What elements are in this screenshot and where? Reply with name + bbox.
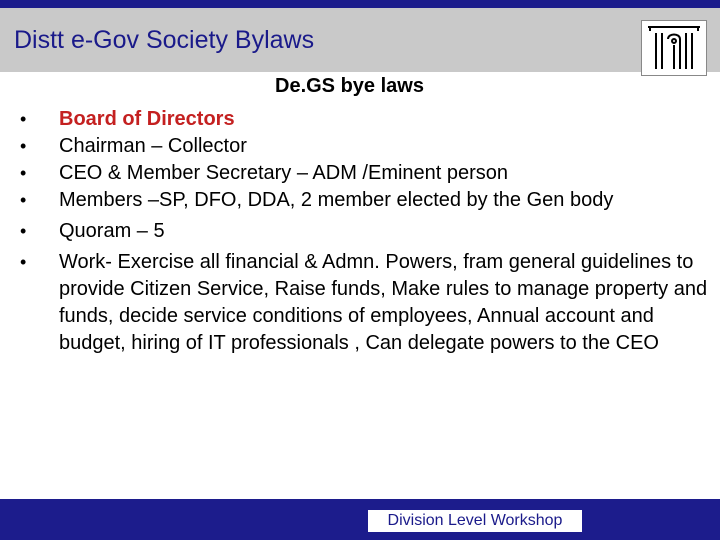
institution-logo-icon <box>641 20 707 76</box>
bullet-item <box>20 187 710 214</box>
slide-footer-bar <box>0 499 720 540</box>
slide-title: Distt e-Gov Society Bylaws <box>14 26 315 54</box>
bullet-text: CEO & Member Secretary – ADM /Eminent person <box>59 162 509 184</box>
bullet-item <box>20 106 710 133</box>
top-accent-bar <box>0 0 720 8</box>
bullet-text: Chairman – Collector <box>59 135 247 157</box>
bullet-text: Work- Exercise all financial & Admn. Powers, fram general guidelines to provide Citizen Service, Raise funds, Make rules to manage property and funds, decide service conditions of employees, Annual account and budget, hiring of IT professionals , Can delegate powers to the CEO <box>59 251 708 354</box>
bullet-text: Quoram – 5 <box>59 220 165 242</box>
bullet-dot-icon: • <box>20 252 27 272</box>
bullet-list <box>20 106 710 357</box>
bullet-dot-icon: • <box>20 163 27 183</box>
bullet-item <box>20 218 710 245</box>
bullet-dot-icon: • <box>20 109 27 129</box>
bullet-item <box>20 160 710 187</box>
bullet-item <box>20 133 710 160</box>
logo-graphic <box>642 21 706 75</box>
bullet-item <box>20 249 710 357</box>
footer-label: Division Level Workshop <box>368 510 582 532</box>
slide-header <box>0 8 720 72</box>
slide-subtitle: De.GS bye laws <box>275 75 424 97</box>
bullet-dot-icon: • <box>20 190 27 210</box>
bullet-dot-icon: • <box>20 221 27 241</box>
bullet-text: Board of Directors <box>59 108 235 130</box>
bullet-text: Members –SP, DFO, DDA, 2 member elected by the Gen body <box>59 189 614 211</box>
bullet-dot-icon: • <box>20 136 27 156</box>
